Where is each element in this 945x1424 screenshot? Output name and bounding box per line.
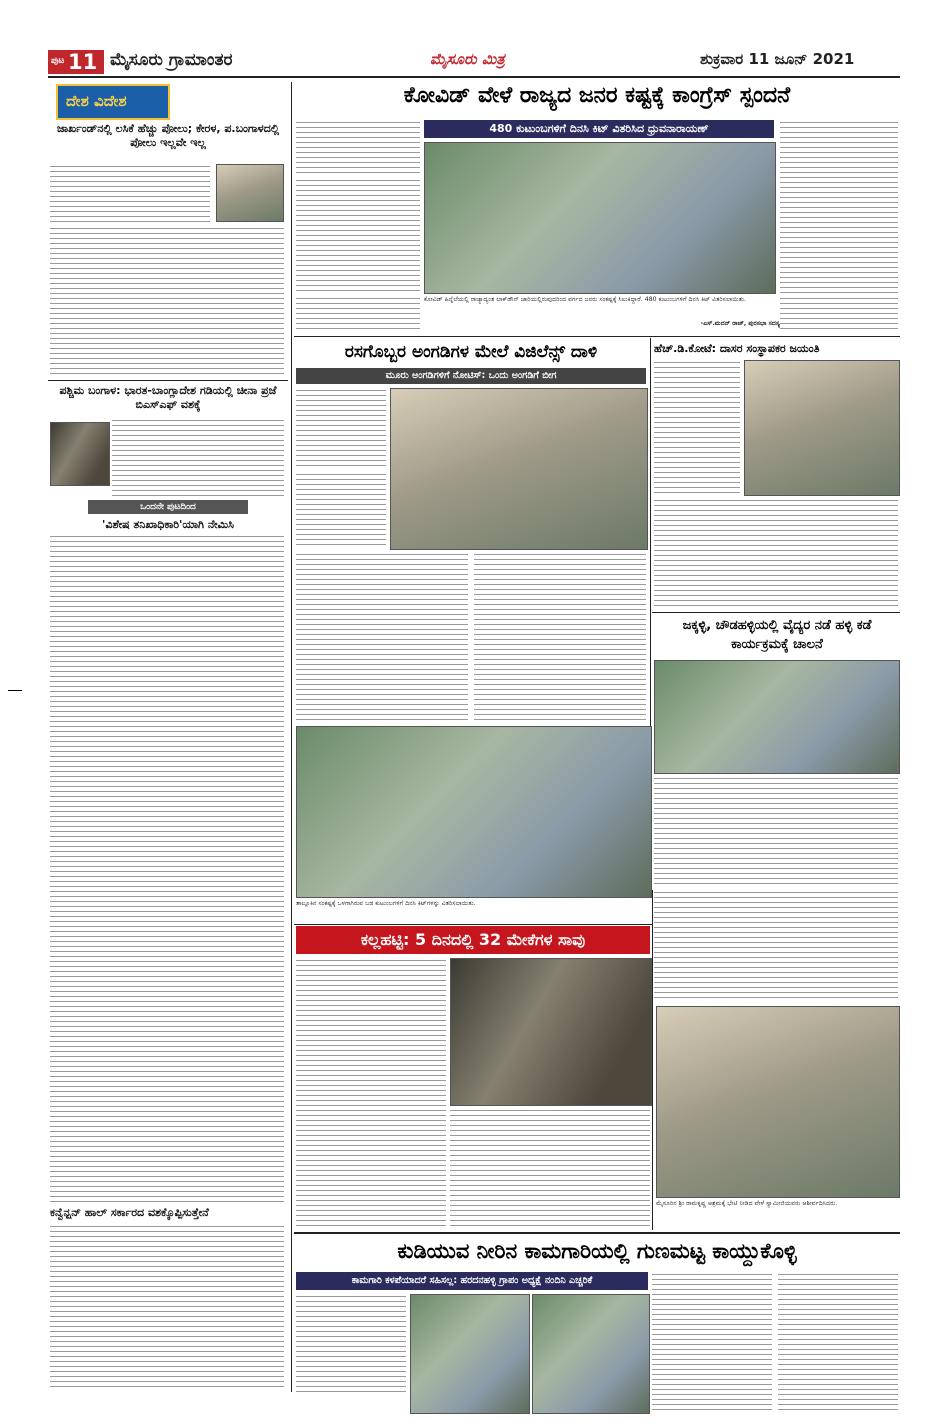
top-story-photo: [424, 142, 776, 294]
jakkalli-headline: ಜಕ್ಕಳ್ಳಿ, ಚೌಡಹಳ್ಳಿಯಲ್ಲಿ ವೈದ್ಯರ ನಡೆ ಹಳ್ಳಿ ಕಡೆ ಕಾರ್ಯಕ್ರಮಕ್ಕೆ ಚಾಲನೆ: [682, 618, 872, 652]
top-photo-caption: ಕೋವಿಡ್ ಹಿನ್ನೆಲೆಯಲ್ಲಿ ರಾಜ್ಯಾದ್ಯಂತ ಲಾಕ್‌ಡೌನ್ ಜಾರಿಯಲ್ಲಿರುವುದರಿಂದ ವರ್ಗದ ಜನರು ಸಂಕಷ್ಟಕ್ಕೆ ಸಿಲುಕಿದ್ದಾರೆ. 480 ಕುಟುಂಬಗಳಿಗೆ ದಿನಸಿ ಕಿಟ್ ವಿತರಿಸಲಾಯಿತು.: [424, 296, 746, 303]
top-photo-credit: -ಎಸ್.ಮದನ್ ರಾಜ್, ಪುರಸಭಾ ಸದಸ್ಯ: [700, 320, 780, 327]
water-text-col-3: [778, 1272, 898, 1412]
desha-videsha-title: ದೇಶ ವಿದೇಶ: [66, 92, 127, 110]
dead-goats-photo: [450, 958, 652, 1106]
swamiji-caption: ಮೈಸೂರಿನ ಶ್ರೀ ರಾಮಕೃಷ್ಣ ಆಶ್ರಮಕ್ಕೆ ಭೇಟಿ ನೀಡಿದ ವೇಳೆ ಸ್ವಾಮೀಜಿಯವರು ಆಶೀರ್ವದಿಸಿದರು.: [656, 1200, 838, 1207]
jakkalli-photo: [654, 660, 900, 774]
divider: [294, 336, 900, 337]
page-number: 11: [68, 50, 98, 74]
desha-videsha-banner: [56, 84, 170, 120]
jayanthi-photo: [744, 360, 900, 496]
column-separator: [650, 338, 651, 728]
top-story-col-2: [296, 178, 420, 292]
jakkalli-text-cont: [654, 890, 898, 1000]
water-photo-1: [410, 1294, 530, 1414]
water-photo-2: [532, 1294, 650, 1414]
jayanthi-text-a: [654, 360, 740, 494]
top-headline: ಕೋವಿಡ್ ವೇಳೆ ರಾಜ್ಯದ ಜನರ ಕಷ್ಟಕ್ಕೆ ಕಾಂಗ್ರೆಸ್ ಸ್ಪಂದನೆ: [403, 83, 791, 108]
goats-text-a: [296, 958, 446, 1230]
left-story-1-text: [50, 164, 210, 224]
chinese-national-photo: [50, 422, 110, 486]
jakkalli-text: [654, 776, 898, 886]
top-story-col-1: [296, 120, 420, 174]
paper-logo: ಮೈಸೂರು ಮಿತ್ರ: [430, 50, 505, 68]
jayanthi-text-b: [654, 498, 898, 608]
top-story-col-3: [296, 296, 420, 332]
fertilizer-shop-photo: [390, 388, 648, 550]
left-headline-4: ಕನ್ವೆನ್ಷನ್ ಹಾಲ್ ಸರ್ಕಾರದ ವಶಕ್ಕೊಪ್ಪಿಸುತ್ತೇನೆ: [50, 1206, 209, 1219]
water-text-col-2: [652, 1272, 772, 1412]
nurse-photo: [216, 164, 284, 222]
left-story-1-text-b: [50, 226, 284, 376]
vigilance-col-2: [296, 472, 386, 548]
registration-mark: [8, 690, 22, 691]
vigilance-text-a: [296, 552, 468, 722]
vigilance-headline: ರಸಗೊಬ್ಬರ ಅಂಗಡಿಗಳ ಮೇಲೆ ವಿಜಿಲೆನ್ಸ್ ದಾಳಿ: [344, 342, 598, 362]
masthead-rule: [48, 76, 900, 78]
kit-photo-caption: ತಾಲ್ಲೂಕಿನ ಸಂಕಷ್ಟಕ್ಕೆ ಒಳಗಾಗಿರುವ ಬಡ ಕುಟುಂಬಗಳಿಗೆ ದಿನಸಿ ಕಿಟ್‌ಗಳನ್ನು ವಿತರಿಸಲಾಯಿತು.: [296, 900, 476, 907]
section-title: ಮೈಸೂರು ಗ್ರಾಮಾಂತರ: [110, 50, 233, 70]
left-headline-1: ಜಾರ್ಖಂಡ್‌ನಲ್ಲಿ ಲಸಿಕೆ ಹೆಚ್ಚು ಪೋಲು; ಕೇರಳ, ಪ.ಬಂಗಾಳದಲ್ಲಿ ಪೋಲು ಇಲ್ಲವೇ ಇಲ್ಲ: [56, 122, 280, 149]
continued-label: ಒಂದನೇ ಪುಟದಿಂದ: [88, 500, 248, 514]
left-story-4-text: [50, 1224, 284, 1390]
divider: [294, 924, 652, 925]
top-story-col-right: [780, 120, 898, 294]
goats-headline-band: [296, 926, 650, 954]
page-number-box: [48, 50, 104, 74]
divider: [652, 612, 900, 613]
kit-distribution-photo: [296, 726, 652, 898]
water-text-col-1: [296, 1294, 406, 1392]
column-separator: [291, 82, 292, 1392]
masthead: [0, 0, 945, 80]
goats-headline: ಕಲ್ಲಹಟ್ಟಿ: 5 ದಿನದಲ್ಲಿ 32 ಮೇಕೆಗಳ ಸಾವು: [360, 930, 586, 949]
left-story-2-text: [112, 418, 284, 498]
top-subhead: 480 ಕುಟುಂಬಗಳಿಗೆ ದಿನಸಿ ಕಿಟ್ ವಿತರಿಸಿದ ಧ್ರುವನಾರಾಯಣ್: [424, 120, 774, 138]
issue-date: ಶುಕ್ರವಾರ 11 ಜೂನ್ 2021: [700, 50, 855, 68]
left-headline-3: 'ವಿಶೇಷ ತನಿಖಾಧಿಕಾರಿ'ಯಾಗಿ ನೇಮಿಸಿ: [102, 518, 234, 531]
swamiji-photo: [656, 1006, 900, 1198]
top-story-col-right-2: [780, 296, 898, 332]
left-story-3-text: [50, 534, 284, 1202]
jayanthi-headline: ಹೆಚ್.ಡಿ.ಕೋಟೆ: ದಾಸರ ಸಂಸ್ಥಾಪಕರ ಜಯಂತಿ: [654, 342, 820, 355]
vigilance-subhead: ಮೂರು ಅಂಗಡಿಗಳಿಗೆ ನೋಟಿಸ್: ಒಂದು ಅಂಗಡಿಗೆ ಬೀಗ: [296, 368, 646, 384]
left-column: [48, 82, 288, 1392]
vigilance-col-1: [296, 388, 386, 468]
page-label: ಪುಟ: [51, 56, 65, 66]
water-headline: ಕುಡಿಯುವ ನೀರಿನ ಕಾಮಗಾರಿಯಲ್ಲಿ ಗುಣಮಟ್ಟ ಕಾಯ್ದುಕೊಳ್ಳಿ: [397, 1239, 797, 1263]
left-headline-2: ಪಶ್ಚಿಮ ಬಂಗಾಳ: ಭಾರತ-ಬಾಂಗ್ಲಾದೇಶ ಗಡಿಯಲ್ಲಿ ಚೀನಾ ಪ್ರಜೆ ಬಿಎಸ್‌ಎಫ್ ವಶಕ್ಕೆ: [59, 384, 277, 411]
water-subhead: ಕಾಮಗಾರಿ ಕಳಪೆಯಾದರೆ ಸಹಿಸಲ್ಲ: ಹರದನಹಳ್ಳಿ ಗ್ರಾಪಂ ಅಧ್ಯಕ್ಷೆ ನಂದಿನಿ ಎಚ್ಚರಿಕೆ: [296, 1272, 648, 1290]
goats-text-b: [450, 1108, 650, 1230]
column-separator: [652, 890, 653, 1230]
vigilance-text-b: [474, 552, 646, 722]
divider: [48, 380, 288, 381]
